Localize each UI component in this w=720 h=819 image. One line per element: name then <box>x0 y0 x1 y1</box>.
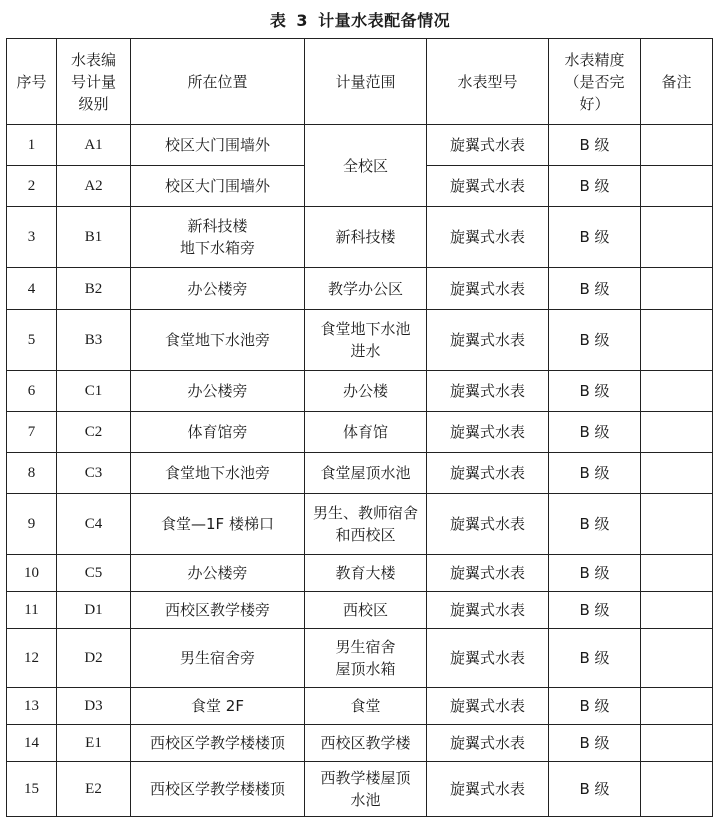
cell-range: 食堂地下水池 进水 <box>305 310 427 371</box>
cell-location: 西校区教学楼旁 <box>131 592 305 629</box>
cell-remark <box>641 592 713 629</box>
cell-location: 男生宿舍旁 <box>131 629 305 688</box>
cell-remark <box>641 453 713 494</box>
cell-precision: B 级 <box>549 207 641 268</box>
cell-precision: B 级 <box>549 555 641 592</box>
cell-remark <box>641 762 713 817</box>
cell-precision: B 级 <box>549 629 641 688</box>
caption-number: 3 <box>296 11 309 30</box>
cell-code: B3 <box>57 310 131 371</box>
cell-code: C1 <box>57 371 131 412</box>
cell-location: 办公楼旁 <box>131 268 305 310</box>
table-row <box>7 412 713 453</box>
cell-model: 旋翼式水表 <box>427 166 549 207</box>
table-row <box>7 268 713 310</box>
cell-location: 食堂 2F <box>131 688 305 725</box>
table-row <box>7 371 713 412</box>
cell-code: C4 <box>57 494 131 555</box>
cell-code: B1 <box>57 207 131 268</box>
header-row <box>7 39 713 125</box>
cell-precision: B 级 <box>549 592 641 629</box>
cell-range: 食堂屋顶水池 <box>305 453 427 494</box>
cell-location: 体育馆旁 <box>131 412 305 453</box>
cell-location: 西校区学教学楼楼顶 <box>131 725 305 762</box>
header-seq: 序号 <box>7 39 57 125</box>
cell-precision: B 级 <box>549 310 641 371</box>
cell-location: 食堂地下水池旁 <box>131 453 305 494</box>
cell-seq: 15 <box>7 762 57 817</box>
table-row <box>7 310 713 371</box>
cell-location: 新科技楼 地下水箱旁 <box>131 207 305 268</box>
cell-range: 男生宿舍 屋顶水箱 <box>305 629 427 688</box>
cell-remark <box>641 494 713 555</box>
cell-seq: 1 <box>7 125 57 166</box>
cell-precision: B 级 <box>549 125 641 166</box>
cell-seq: 2 <box>7 166 57 207</box>
cell-model: 旋翼式水表 <box>427 371 549 412</box>
cell-precision: B 级 <box>549 725 641 762</box>
cell-code: E2 <box>57 762 131 817</box>
cell-precision: B 级 <box>549 268 641 310</box>
cell-code: A1 <box>57 125 131 166</box>
cell-model: 旋翼式水表 <box>427 207 549 268</box>
table-row <box>7 494 713 555</box>
cell-remark <box>641 207 713 268</box>
table-row <box>7 555 713 592</box>
header-remark: 备注 <box>641 39 713 125</box>
cell-precision: B 级 <box>549 762 641 817</box>
cell-model: 旋翼式水表 <box>427 555 549 592</box>
cell-model: 旋翼式水表 <box>427 494 549 555</box>
cell-range: 西校区 <box>305 592 427 629</box>
cell-model: 旋翼式水表 <box>427 725 549 762</box>
header-range: 计量范围 <box>305 39 427 125</box>
header-model: 水表型号 <box>427 39 549 125</box>
cell-code: C2 <box>57 412 131 453</box>
cell-remark <box>641 166 713 207</box>
cell-location: 办公楼旁 <box>131 555 305 592</box>
cell-model: 旋翼式水表 <box>427 125 549 166</box>
cell-model: 旋翼式水表 <box>427 268 549 310</box>
header-code: 水表编 号计量 级别 <box>57 39 131 125</box>
cell-remark <box>641 725 713 762</box>
cell-remark <box>641 555 713 592</box>
header-precision: 水表精度 （是否完 好） <box>549 39 641 125</box>
cell-seq: 8 <box>7 453 57 494</box>
cell-model: 旋翼式水表 <box>427 762 549 817</box>
cell-range: 西教学楼屋顶 水池 <box>305 762 427 817</box>
cell-location: 西校区学教学楼楼顶 <box>131 762 305 817</box>
table-row <box>7 762 713 817</box>
cell-model: 旋翼式水表 <box>427 310 549 371</box>
cell-code: D2 <box>57 629 131 688</box>
cell-range: 体育馆 <box>305 412 427 453</box>
table-row <box>7 453 713 494</box>
cell-seq: 9 <box>7 494 57 555</box>
cell-code: B2 <box>57 268 131 310</box>
cell-precision: B 级 <box>549 371 641 412</box>
cell-remark <box>641 688 713 725</box>
cell-remark <box>641 310 713 371</box>
cell-precision: B 级 <box>549 494 641 555</box>
cell-range: 西校区教学楼 <box>305 725 427 762</box>
cell-range: 男生、教师宿舍 和西校区 <box>305 494 427 555</box>
cell-code: A2 <box>57 166 131 207</box>
cell-location: 食堂地下水池旁 <box>131 310 305 371</box>
cell-range: 全校区 <box>305 125 427 207</box>
cell-seq: 3 <box>7 207 57 268</box>
cell-seq: 7 <box>7 412 57 453</box>
table-row <box>7 592 713 629</box>
cell-model: 旋翼式水表 <box>427 629 549 688</box>
cell-code: D3 <box>57 688 131 725</box>
cell-code: C5 <box>57 555 131 592</box>
cell-range: 教学办公区 <box>305 268 427 310</box>
cell-seq: 6 <box>7 371 57 412</box>
table-row <box>7 207 713 268</box>
cell-seq: 4 <box>7 268 57 310</box>
cell-location: 校区大门围墙外 <box>131 166 305 207</box>
header-location: 所在位置 <box>131 39 305 125</box>
cell-precision: B 级 <box>549 412 641 453</box>
cell-remark <box>641 125 713 166</box>
cell-seq: 14 <box>7 725 57 762</box>
cell-location: 食堂—1F 楼梯口 <box>131 494 305 555</box>
caption-label: 表 <box>269 11 287 30</box>
cell-model: 旋翼式水表 <box>427 412 549 453</box>
cell-range: 新科技楼 <box>305 207 427 268</box>
cell-seq: 11 <box>7 592 57 629</box>
table-row <box>7 725 713 762</box>
cell-seq: 13 <box>7 688 57 725</box>
cell-code: C3 <box>57 453 131 494</box>
water-meter-table <box>6 38 713 817</box>
table-row <box>7 629 713 688</box>
cell-remark <box>641 629 713 688</box>
cell-precision: B 级 <box>549 166 641 207</box>
cell-seq: 10 <box>7 555 57 592</box>
table-row <box>7 688 713 725</box>
cell-range: 办公楼 <box>305 371 427 412</box>
cell-code: D1 <box>57 592 131 629</box>
cell-seq: 12 <box>7 629 57 688</box>
caption-title: 计量水表配备情况 <box>318 11 451 30</box>
cell-remark <box>641 268 713 310</box>
table-caption <box>0 8 720 31</box>
cell-remark <box>641 412 713 453</box>
cell-precision: B 级 <box>549 453 641 494</box>
cell-location: 校区大门围墙外 <box>131 125 305 166</box>
cell-range: 教育大楼 <box>305 555 427 592</box>
cell-code: E1 <box>57 725 131 762</box>
cell-range: 食堂 <box>305 688 427 725</box>
cell-model: 旋翼式水表 <box>427 453 549 494</box>
cell-model: 旋翼式水表 <box>427 688 549 725</box>
cell-seq: 5 <box>7 310 57 371</box>
cell-location: 办公楼旁 <box>131 371 305 412</box>
cell-precision: B 级 <box>549 688 641 725</box>
cell-model: 旋翼式水表 <box>427 592 549 629</box>
table-row <box>7 125 713 166</box>
cell-remark <box>641 371 713 412</box>
